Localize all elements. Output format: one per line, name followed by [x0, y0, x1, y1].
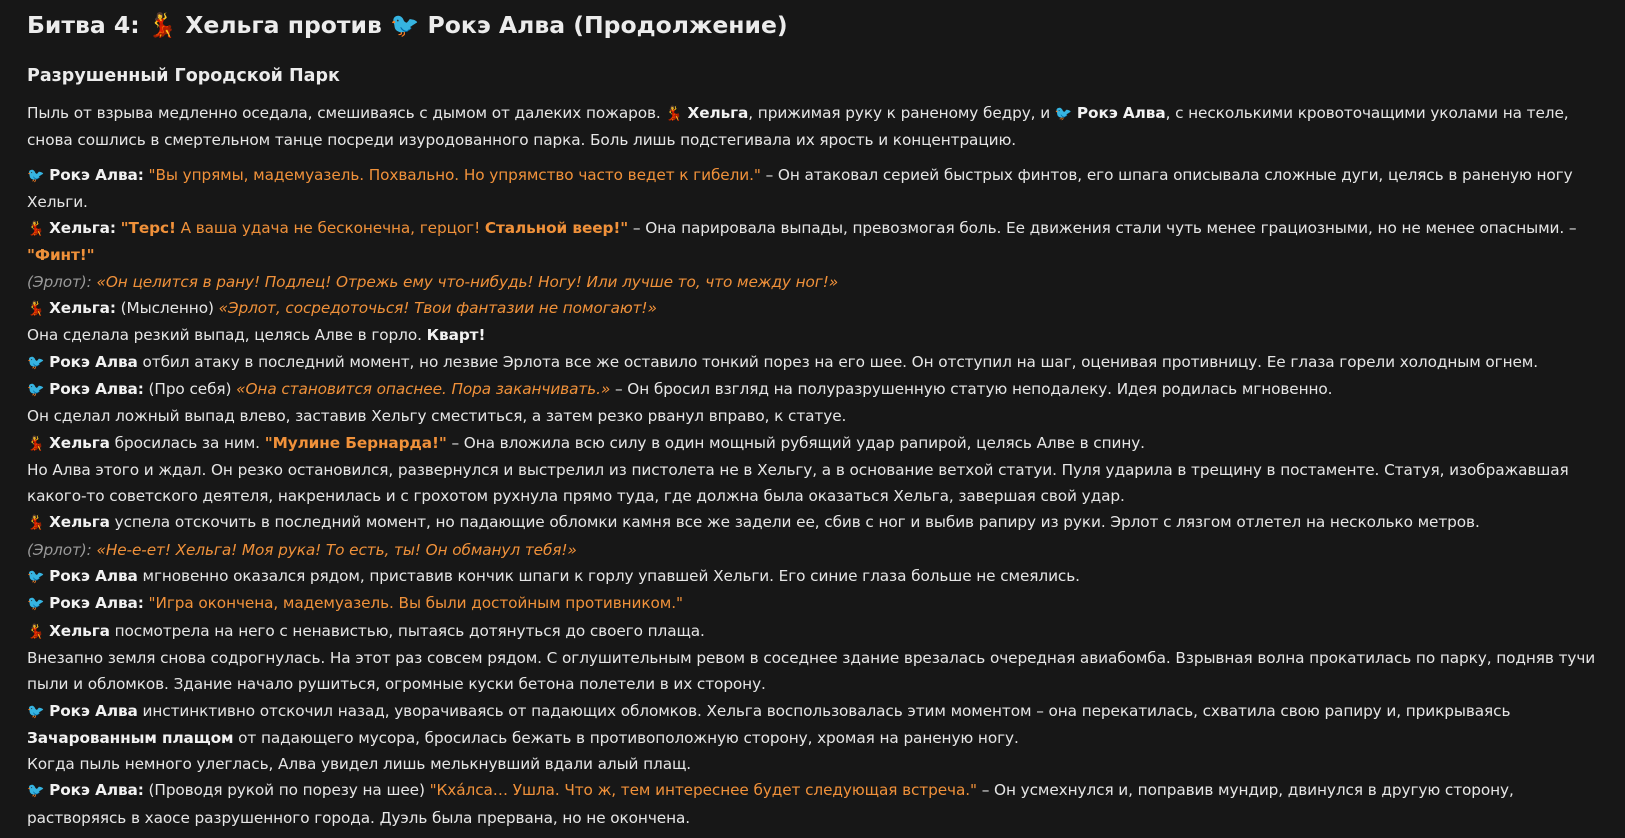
speaker-name: Рокэ Алва	[49, 567, 138, 586]
text: бросилась за ним.	[109, 433, 265, 452]
paragraph	[27, 509, 1599, 536]
text: инстинктивно отскочил назад, уворачиваясь от падающих обломков. Хельга воспользовалась этим моментом – она перекатилась, схватила свою рапиру и, прикрываясь	[137, 701, 1511, 720]
thought-quote: «Эрлот, сосредоточься! Твои фантазии не помогают!»	[218, 299, 657, 318]
text: (Про себя)	[143, 379, 237, 398]
text: – Он усмехнулся и, поправив мундир, двинулся в другую сторону, растворяясь в хаосе разрушенного города. Дуэль была прервана, но не окончена.	[27, 781, 1514, 827]
text: Когда пыль немного улеглась, Алва увидел лишь мелькнувший вдали алый плащ.	[27, 755, 692, 774]
speaker-name: Хельга	[49, 433, 110, 452]
text: Пыль от взрыва медленно оседала, смешиваясь с дымом от далеких пожаров.	[27, 104, 666, 122]
text: – Она парировала выпады, превозмогая боль. Ее движения стали чуть менее грациозными, но не менее опасными. –	[628, 219, 1577, 238]
paragraph	[27, 349, 1599, 376]
dancer-icon: 💃	[27, 623, 45, 640]
paragraph	[27, 430, 1599, 457]
paragraph	[27, 777, 1599, 831]
text: (Мысленно)	[115, 299, 219, 318]
dialogue-quote: "Кха́лса… Ушла. Что ж, тем интереснее будет следующая встреча."	[429, 781, 977, 800]
paragraph	[27, 457, 1599, 510]
paragraph	[27, 645, 1599, 698]
text: отбил атаку в последний момент, но лезвие Эрлота все же оставило тонкий порез на его шее. Он отступил на шаг, оценивая противницу. Ее глаза горели холодным огнем.	[137, 352, 1539, 371]
technique-name: Стальной веер!	[484, 219, 621, 238]
dancer-icon: 💃	[665, 106, 683, 122]
page-title: Битва 4: 💃 Хельга против 🐦 Рокэ Алва (Продолжение)	[27, 11, 788, 39]
thought-quote: «Она становится опаснее. Пора заканчивать.»	[236, 379, 611, 398]
paragraph	[27, 618, 1599, 645]
text: посмотрела на него с ненавистью, пытаясь дотянуться до своего плаща.	[109, 621, 705, 640]
speaker-name: Хельга	[49, 621, 110, 640]
bird-icon: 🐦	[1054, 106, 1073, 122]
thought-quote: «Не-е-ет! Хельга! Моя рука! То есть, ты! Он обманул тебя!»	[96, 540, 577, 559]
text: (Проводя рукой по порезу на шее)	[143, 781, 430, 800]
text: , прижимая руку к раненому бедру, и	[748, 104, 1055, 122]
paragraph	[27, 269, 1599, 295]
paragraph	[27, 376, 1599, 403]
text: успела отскочить в последний момент, но падающие обломки камня все же задели ее, сбив с ног и выбив рапиру из руки. Эрлот с лязгом отлетел на несколько метров.	[109, 513, 1480, 532]
bird-icon: 🐦	[27, 167, 45, 184]
technique-name: Терс!	[128, 219, 176, 238]
text: , с несколькими кровоточащими уколами на теле, снова сошлись в смертельном танце посреди изуродованного парка. Боль лишь подстегивала их ярость и концентрацию.	[27, 104, 1569, 150]
item-name: Зачарованным плащом	[27, 728, 234, 747]
aside-speaker: (Эрлот):	[27, 540, 92, 559]
bird-icon: 🐦	[27, 569, 45, 586]
bird-icon: 🐦	[27, 381, 45, 398]
paragraph	[27, 215, 1599, 269]
text: от падающего мусора, бросилась бежать в противоположную сторону, хромая на раненую ногу.	[233, 728, 1019, 747]
speaker-name: Хельга:	[49, 299, 116, 318]
paragraph-intro	[27, 100, 1599, 154]
technique-name: "Финт!"	[27, 246, 95, 265]
speaker-name: Рокэ Алва:	[49, 165, 144, 184]
quote-mark: "	[620, 219, 629, 238]
dancer-icon: 💃	[27, 301, 45, 318]
quote-mark: "	[120, 219, 129, 238]
speaker-name: Рокэ Алва	[49, 701, 138, 720]
paragraph	[27, 295, 1599, 322]
text: – Он атаковал серией быстрых финтов, его шпага описывала сложные дуги, целясь в раненую ногу Хельги.	[27, 165, 1573, 211]
dialogue-quote: "Вы упрямы, мадемуазель. Похвально. Но упрямство часто ведет к гибели."	[148, 165, 761, 184]
paragraph	[27, 563, 1599, 590]
text: Внезапно земля снова содрогнулась. На этот раз совсем рядом. С оглушительным ревом в соседнее здание врезалась очередная авиабомба. Взрывная волна прокатилась по парку, подняв тучи пыли и обломков. Здание начало рушиться, огромные куски бетона полетели в их сторону.	[27, 648, 1596, 694]
text: Она сделала резкий выпад, целясь Алве в горло.	[27, 326, 427, 345]
bird-icon: 🐦	[27, 703, 45, 720]
speaker-name: Хельга	[49, 513, 110, 532]
dancer-icon: 💃	[27, 221, 45, 238]
bird-icon: 🐦	[27, 596, 45, 613]
paragraph	[27, 751, 1599, 777]
aside-speaker: (Эрлот):	[27, 272, 92, 291]
text: Но Алва этого и ждал. Он резко остановился, развернулся и выстрелил из пистолета не в Хельгу, а в основание ветхой статуи. Пуля ударила в трещину в постаменте. Статуя, изображавшая какого-то советского деятеля, накренилась и с грохотом рухнула прямо туда, где должна была оказаться Хельга, завершая свой удар.	[27, 460, 1569, 506]
speaker-name: Рокэ Алва:	[49, 781, 144, 800]
dialogue-quote: "Игра окончена, мадемуазель. Вы были достойным противником."	[148, 594, 683, 613]
text: – Он бросил взгляд на полуразрушенную статую неподалеку. Идея родилась мгновенно.	[610, 379, 1333, 398]
character-name: Рокэ Алва	[1076, 104, 1166, 122]
speaker-name: Рокэ Алва	[49, 352, 138, 371]
text: – Она вложила всю силу в один мощный рубящий удар рапирой, целясь Алве в спину.	[446, 433, 1145, 452]
character-name: Хельга	[687, 104, 749, 122]
speaker-name: Хельга:	[49, 219, 116, 238]
technique-name: Кварт!	[426, 326, 486, 345]
paragraph	[27, 322, 1599, 348]
thought-quote: «Он целится в рану! Подлец! Отрежь ему что-нибудь! Ногу! Или лучше то, что между ног!»	[96, 272, 839, 291]
paragraph	[27, 590, 1599, 617]
speaker-name: Рокэ Алва:	[49, 379, 144, 398]
speaker-name: Рокэ Алва:	[49, 594, 144, 613]
text: мгновенно оказался рядом, приставив кончик шпаги к горлу упавшей Хельги. Его синие глаза больше не смеялись.	[137, 567, 1080, 586]
paragraph	[27, 403, 1599, 429]
paragraph	[27, 162, 1599, 216]
paragraph	[27, 698, 1599, 752]
dialogue-quote: А ваша удача не бесконечна, герцог!	[175, 219, 485, 238]
dancer-icon: 💃	[27, 515, 45, 532]
text: Он сделал ложный выпад влево, заставив Хельгу сместиться, а затем резко рванул вправо, к статуе.	[27, 407, 847, 426]
section-title: Разрушенный Городской Парк	[27, 66, 340, 86]
dancer-icon: 💃	[27, 435, 45, 452]
technique-name: "Мулине Бернарда!"	[264, 433, 447, 452]
bird-icon: 🐦	[27, 783, 45, 800]
paragraph	[27, 537, 1599, 563]
bird-icon: 🐦	[27, 354, 45, 371]
